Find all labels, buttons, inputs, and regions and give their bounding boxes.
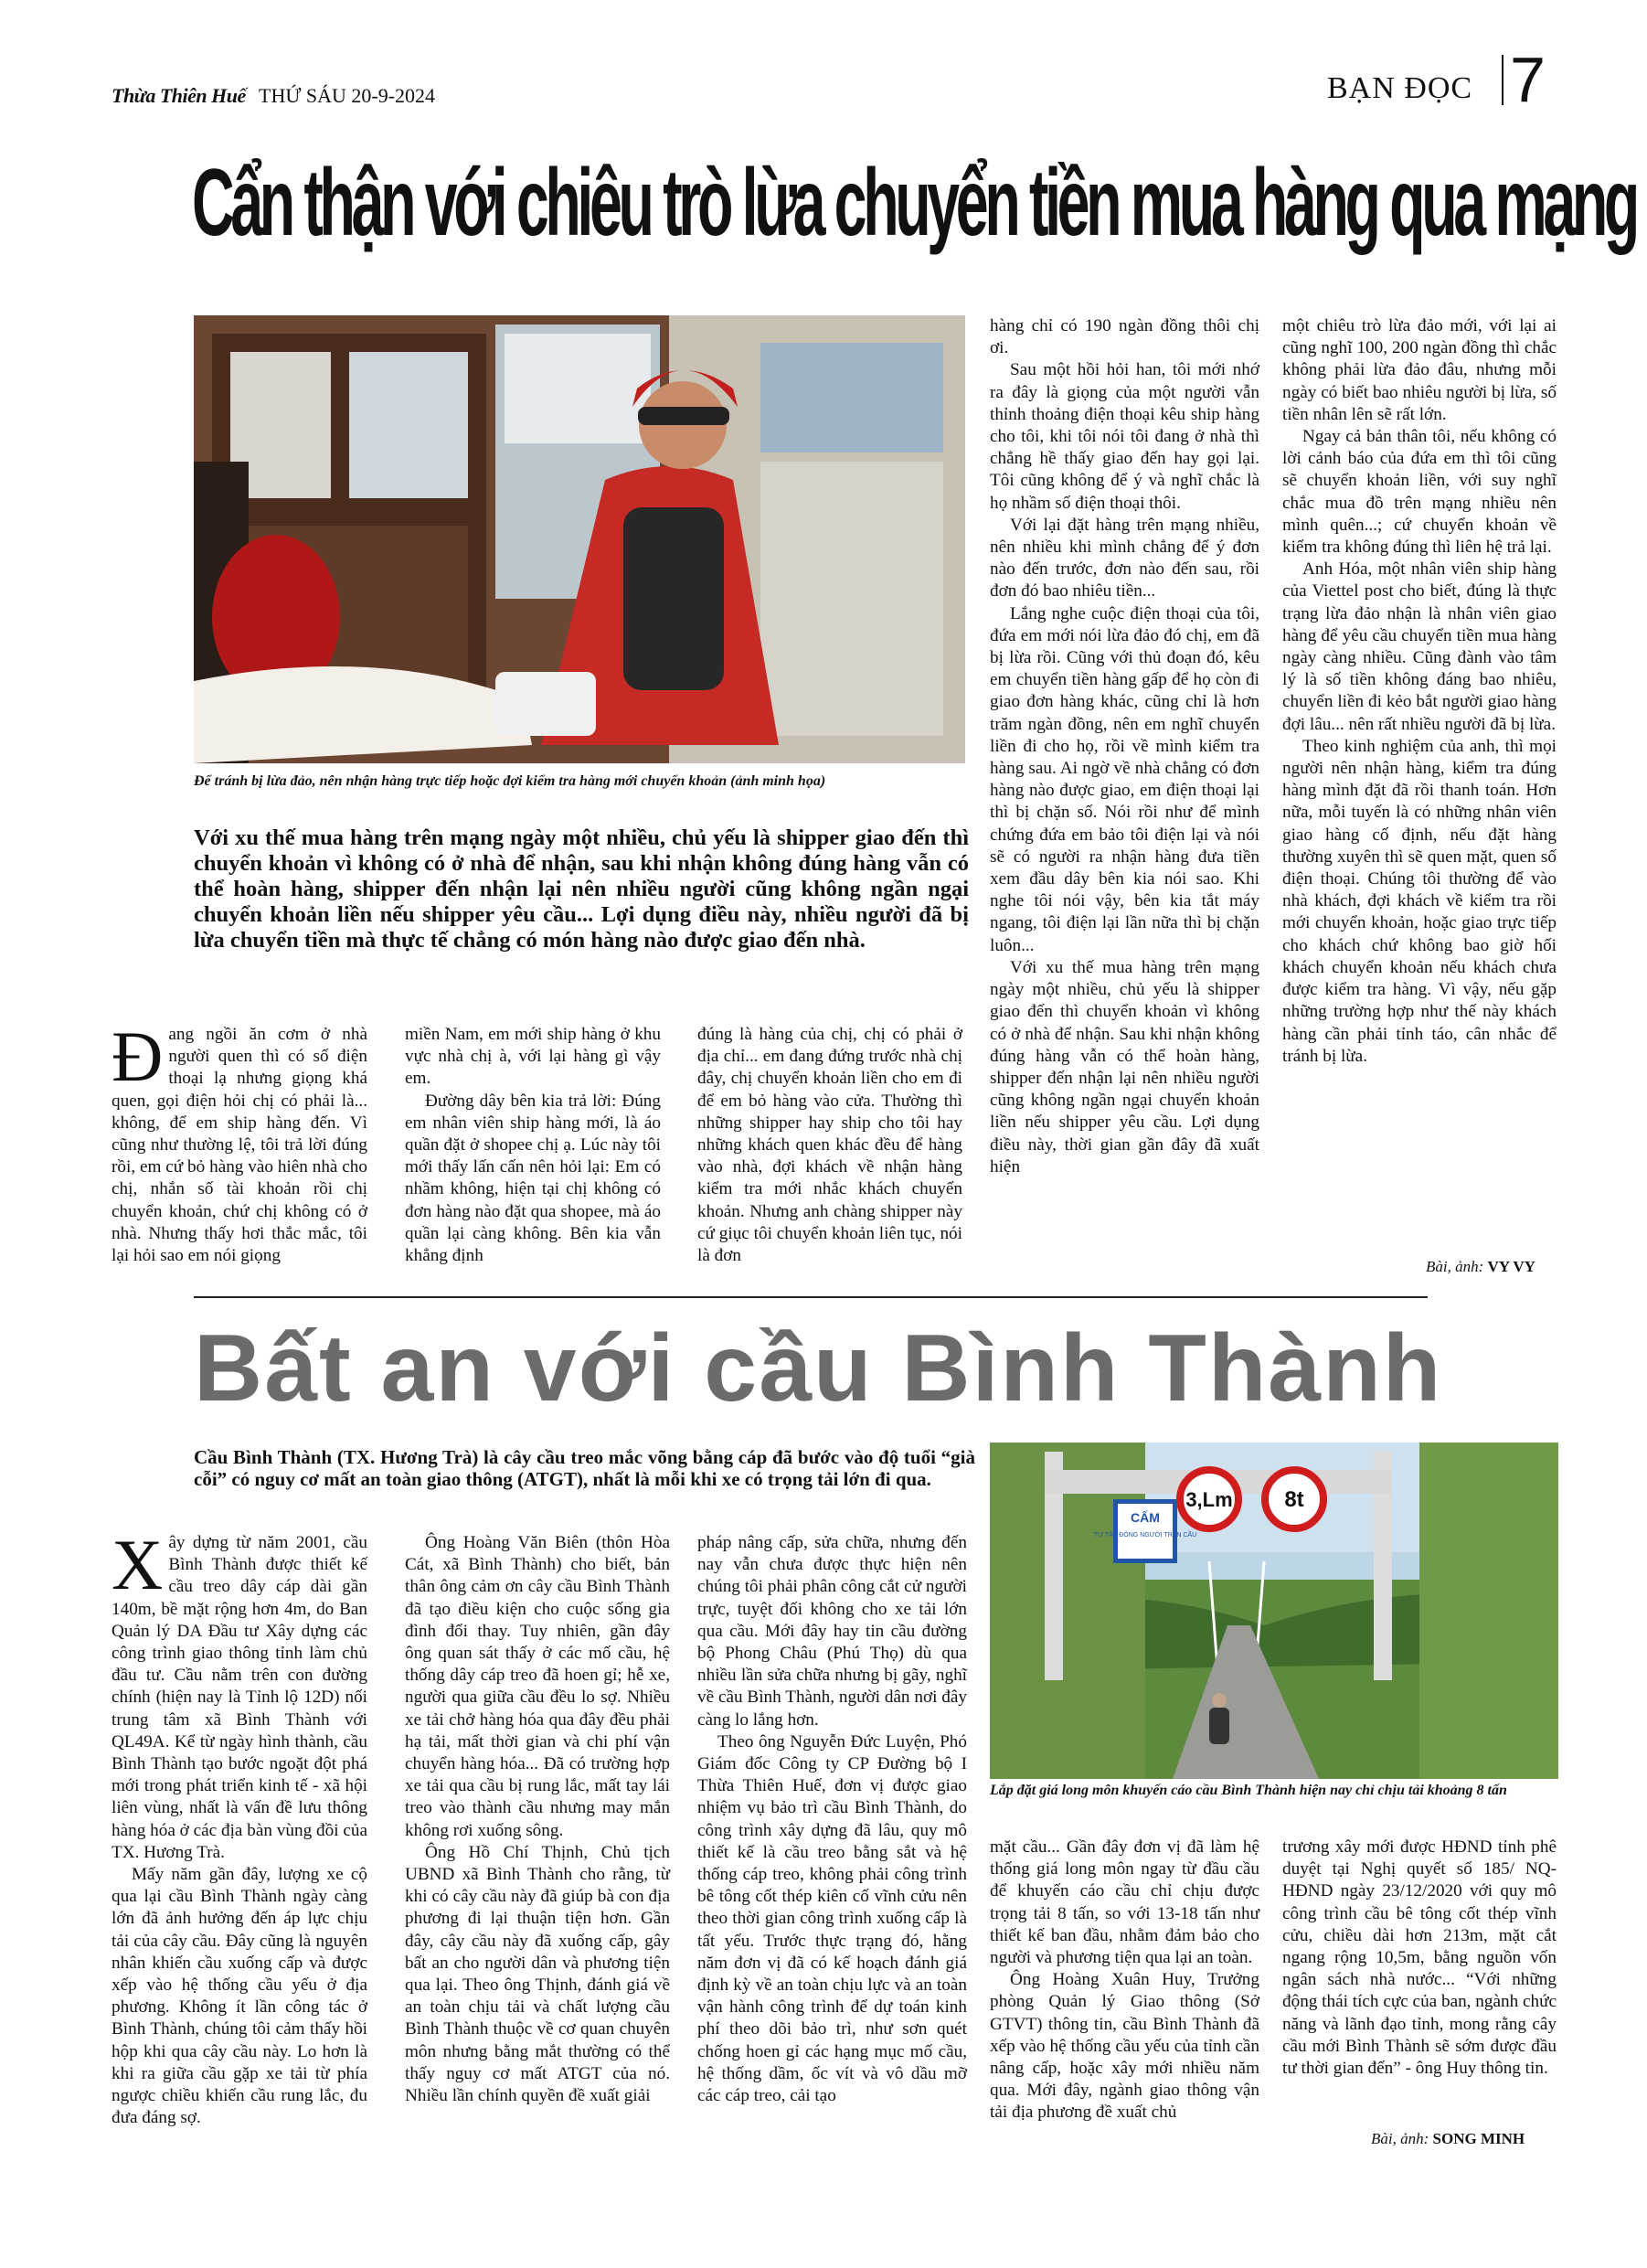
sign-cam-subtext: TỰ TẬP ĐÔNG NGƯỜI TRÊN CẦU xyxy=(1093,1532,1197,1539)
byline-author: VY VY xyxy=(1487,1258,1535,1275)
article2-byline xyxy=(1371,2130,1525,2148)
article1-paragraph: ang ngồi ăn cơm ở nhà người quen thì có số điện thoại lạ nhưng giọng khá quen, gọi điện hỏi chị có phải là... không, để em ship hàng đến. Vì cũng như thường lệ, tôi trả lời đúng rồi, em cứ bỏ hàng vào hiên nhà cho chị, nhắn số tài khoản rồi chị chuyển khoản, chứ chị không có ở nhà. Nhưng thấy hơi thắc mắc, tôi lại hỏi sao em nói giọng xyxy=(112,1025,367,1266)
article1-column-3 xyxy=(697,1024,962,1267)
article1-title: Cẩn thận với chiêu trò lừa chuyển tiền mua hàng qua mạng xyxy=(192,150,1636,256)
article1-paragraph: Ngay cả bản thân tôi, nếu không có lời cảnh báo của đứa em thì tôi cũng sẽ chuyển khoản liền, với suy nghĩ chắc mua đồ trên mạng nhiều nên mình quên...; cứ chuyển khoản về kiểm tra không đúng thì liên hệ trả lại. xyxy=(1282,427,1557,558)
article2-column-1 xyxy=(112,1525,367,2129)
article-divider xyxy=(194,1296,1428,1298)
shipper-photo-illustration xyxy=(194,315,965,763)
bridge-photo-illustration xyxy=(990,1443,1558,1779)
article1-paragraph: đúng là hàng của chị, chị có phải ở địa chỉ... em đang đứng trước nhà chị đây, chị chuyển khoản liền cho em đi để em bỏ hàng vào cửa. Thường thì những shipper hay ship cho tôi hay những khách quen khác đều để hàng vào nhà, đợi khách về nhận hàng kiểm tra mới nhắc khách chuyển khoản. Nhưng anh chàng shipper này cứ giục tôi chuyển khoản liên tục, nói là đơn xyxy=(697,1025,962,1266)
article1-paragraph: Anh Hóa, một nhân viên ship hàng của Viettel post cho biết, đúng là thực trạng lừa đảo nhận là nhân viên giao hàng để yêu cầu chuyển tiền mua hàng ngày càng nhiều. Cũng đành vào tâm lý là số tiền không đáng bao nhiêu, chuyển liền đi kẻo bắt người giao hàng đợi lâu... nên rất nhiều người đã bị lừa. xyxy=(1282,559,1557,734)
article1-column-4 xyxy=(990,315,1259,1178)
article2-paragraph: Mấy năm gần đây, lượng xe cộ qua lại cầu Bình Thành ngày càng lớn đã ảnh hưởng đến áp lực chịu tải của cây cầu. Đây cũng là nguyên nhân khiến cầu xuống cấp và được xếp vào hệ thống cầu yếu ở địa phương. Không ít lần công tác ở Bình Thành, chúng tôi cảm thấy hồi hộp khi qua cây cầu này. Lo hơn là khi ra giữa cầu gặp xe tải từ phía ngược chiều khiến cầu rung lắc, đu đưa đáng sợ. xyxy=(112,1865,367,2128)
article1-paragraph: hàng chỉ có 190 ngàn đồng thôi chị ơi. xyxy=(990,316,1259,358)
article1-photo-caption: Để tránh bị lừa đảo, nên nhận hàng trực tiếp hoặc đợi kiểm tra hàng mới chuyển khoản (ảnh minh họa) xyxy=(194,773,826,789)
article2-paragraph: Ông Hoàng Xuân Huy, Trưởng phòng Quản lý Giao thông (Sở GTVT) thông tin, cầu Bình Thành đã xếp vào hệ thống cầu yếu của tỉnh cần nâng cấp, hoặc xây mới nhiều năm qua. Mới đây, ngành giao thông vận tải địa phương đề xuất chủ xyxy=(990,1970,1259,2123)
article2-paragraph: trương xây mới được HĐND tỉnh phê duyệt tại Nghị quyết số 185/ NQ-HĐND ngày 23/12/2020 với quy mô công trình cầu bê tông cốt thép vĩnh cửu, chiều dài hơn 213m, mặt cắt ngang rộng 10,5m, bằng nguồn vốn ngân sách nhà nước... “Với những động thái tích cực của ban, ngành chức năng và lãnh đạo tỉnh, mong rằng cây cầu mới Bình Thành sẽ sớm được đầu tư thời gian đến” - ông Huy thông tin. xyxy=(1282,1837,1557,2079)
article1-dropcap: Đ xyxy=(112,1017,164,1096)
article1-byline xyxy=(1426,1258,1535,1276)
article2-photo xyxy=(990,1443,1558,1779)
sign-cam-text: CẤM xyxy=(1131,1510,1160,1525)
article2-paragraph: pháp nâng cấp, sửa chữa, nhưng đến nay vẫn chưa được thực hiện nên chúng tôi phải phân công cắt cử người trực, tuyệt đối không cho xe tải lớn qua cầu. Mới đây hay tin cầu đường bộ Phong Châu (Phú Thọ) dù qua nhiều lần sửa chữa nhưng bị gãy, nghĩ về cầu Bình Thành, người dân nơi đây càng lo lắng hơn. xyxy=(697,1533,967,1730)
article1-column-1 xyxy=(112,1017,367,1267)
article2-column-4 xyxy=(990,1837,1259,2124)
article1-column-5 xyxy=(1282,315,1557,1068)
article2-dropcap: X xyxy=(112,1525,164,1604)
article1-paragraph: Với xu thế mua hàng trên mạng ngày một nhiều, chủ yếu là shipper giao đến thì chuyển khoản vì không có ở nhà để nhận. Sau khi nhận không đúng hàng vẫn có thể hoàn hàng, shipper đến nhận lại nên nhiều người cũng không ngần ngại chuyển khoản liền nếu shipper yêu cầu. Lợi dụng điều này, thời gian gần đây đã xuất hiện xyxy=(990,957,1259,1177)
byline-author: SONG MINH xyxy=(1432,2130,1525,2147)
header-divider xyxy=(1502,55,1504,105)
byline-label: Bài, ảnh: xyxy=(1426,1258,1484,1275)
article1-paragraph: Đường dây bên kia trả lời: Đúng em nhân viên ship hàng mới, là áo quần đặt ở shopee chị ạ. Lúc này tôi mới thấy lấn cấn nên hỏi lại: Em có nhầm không, hiện tại chị không có đơn hàng nào đặt qua shopee, mà áo quần lại càng không. Bên kia vẫn khẳng định xyxy=(405,1091,661,1266)
section-name: BẠN ĐỌC xyxy=(1327,71,1473,105)
article2-column-3 xyxy=(697,1532,967,2107)
article1-paragraph: miền Nam, em mới ship hàng ở khu vực nhà chị à, với lại hàng gì vậy em. xyxy=(405,1025,661,1089)
paper-name: Thừa Thiên Huế xyxy=(112,84,246,107)
sign-height-text: 3,Lm xyxy=(1185,1488,1233,1511)
article1-paragraph: Lắng nghe cuộc điện thoại của tôi, đứa em mới nói lừa đảo đó chị, em đã bị lừa rồi. Cũng với thủ đoạn đó, kêu em chuyển tiền hàng gấp để họ còn đi giao đơn hàng khác, cũng chỉ là hơn trăm ngàn đồng, nên em nghĩ chuyển liền đi cho họ, rồi về mình kiểm tra hàng sau. Ai ngờ về nhà chẳng có đơn hàng nào được giao, em điện thoại lại thì bị chặn số. Nói rồi như để mình chứng đứa em bảo tôi điện lại và nói sẽ có người ra nhận hàng đưa tiền xem đầu dây bên kia nói sao. Khi nghe tôi nói vậy, bên kia tắt máy ngang, tôi điện lại lần nữa thì bị chặn luôn... xyxy=(990,603,1259,955)
issue-date: THỨ SÁU 20-9-2024 xyxy=(259,84,436,107)
article1-paragraph: một chiêu trò lừa đảo mới, với lại ai cũng nghĩ 100, 200 ngàn đồng thì chắc không phải lừa đảo đâu, nhưng mỗi ngày có biết bao nhiêu người bị lừa, số tiền nhân lên sẽ rất lớn. xyxy=(1282,316,1557,424)
article2-paragraph: ây dựng từ năm 2001, cầu Bình Thành được thiết kế cầu treo dây cáp dài gần 140m, bề mặt rộng hơn 4m, do Ban Quản lý DA Đầu tư Xây dựng các công trình giao thông tỉnh làm chủ đầu tư. Cầu nằm trên con đường chính (hiện nay là Tỉnh lộ 12D) nối trung tâm xã Bình Thành với QL49A. Kể từ ngày hình thành, cầu Bình Thành tạo bước ngoặt đột phá mới trong phát triển kinh tế - xã hội liên vùng, nhất là vấn đề lưu thông hàng hóa ở các địa bàn vùng đồi của TX. Hương Trà. xyxy=(112,1533,367,1862)
article2-column-5 xyxy=(1282,1837,1557,2080)
article1-paragraph: Với lại đặt hàng trên mạng nhiều, nên nhiều khi mình chẳng để ý đơn nào đến trước, đơn nào đến sau, rồi đơn đó bao nhiêu tiền... xyxy=(990,515,1259,602)
article1-photo xyxy=(194,315,965,763)
byline-label: Bài, ảnh: xyxy=(1371,2130,1429,2147)
article2-paragraph: Ông Hoàng Văn Biên (thôn Hòa Cát, xã Bình Thành) cho biết, bản thân ông cảm ơn cây cầu Bình Thành đã tạo điều kiện cho cuộc sống gia đình đổi thay. Tuy nhiên, gần đây ông quan sát thấy ở các mố cầu, hệ thống dây cáp treo đã hoen gỉ; hễ xe, người qua giữa cầu đều lo sợ. Nhiều xe tải chở hàng hóa qua đây đều phải hạ tải, mất thời gian và chi phí vận chuyển hàng hóa... Đã có trường hợp xe tải qua cầu bị rung lắc, mất tay lái treo vào thành cầu nhưng may mắn không rơi xuống sông. xyxy=(405,1533,670,1840)
article2-paragraph: Theo ông Nguyễn Đức Luyện, Phó Giám đốc Công ty CP Đường bộ I Thừa Thiên Huế, đơn vị được giao nhiệm vụ bảo trì cầu Bình Thành, do công trình xây dựng đã lâu, quy mô thiết kế là cầu treo bằng sắt và hệ thống cáp treo, không phải công trình bê tông cốt thép kiên cố vĩnh cửu nên theo thời gian công trình xuống cấp là tất yếu. Trước thực trạng đó, hằng năm đơn vị đã có kế hoạch đánh giá định kỳ về an toàn chịu lực và an toàn vận hành công trình để dự toán kinh phí theo dõi bảo trì, như sơn quét chống hoen gỉ các hạng mục mố cầu, hệ thống dầm, ốc vít và vô dầu mỡ các cáp treo, cải tạo xyxy=(697,1731,967,2106)
article1-paragraph: Sau một hồi hỏi han, tôi mới nhớ ra đây là giọng của một người vẫn thỉnh thoảng điện thoại kêu ship hàng cho tôi, khi tôi nói tôi đang ở nhà thì chẳng hề thấy giao đến hay gọi lại. Tôi cũng không để ý và nghĩ chắc là họ nhầm số điện thoại thôi. xyxy=(990,360,1259,513)
page-number: 7 xyxy=(1510,44,1546,115)
article1-column-2 xyxy=(405,1024,661,1267)
article2-column-2 xyxy=(405,1532,670,2107)
article2-title: Bất an với cầu Bình Thành xyxy=(194,1315,1443,1421)
article1-lead: Với xu thế mua hàng trên mạng ngày một nhiều, chủ yếu là shipper giao đến thì chuyển khoản vì không có ở nhà để nhận, sau khi nhận không đúng hàng vẫn có thể hoàn hàng, shipper đến nhận lại nên nhiều người cũng không ngần ngại chuyển khoản liền nếu shipper yêu cầu... Lợi dụng điều này, nhiều người đã bị lừa chuyển tiền mà thực tế chẳng có món hàng nào được giao đến nhà. xyxy=(194,825,969,953)
article2-paragraph: mặt cầu... Gần đây đơn vị đã làm hệ thống giá long môn ngay từ đầu cầu để khuyến cáo cầu chỉ chịu được trọng tải 8 tấn, so với 13-18 tấn như thiết kế ban đầu, nhằm đảm bảo cho người và phương tiện qua lại an toàn. xyxy=(990,1837,1259,1968)
article2-photo-caption: Lắp đặt giá long môn khuyến cáo cầu Bình Thành hiện nay chỉ chịu tải khoảng 8 tấn xyxy=(990,1783,1507,1798)
article1-paragraph: Theo kinh nghiệm của anh, thì mọi người nên nhận hàng, kiểm tra đúng hàng mình đặt đã rồi thanh toán. Hơn nữa, mỗi tuyến là có những nhân viên giao hàng cố định, nếu đặt hàng thường xuyên thì sẽ quen mặt, quen số điện thoại. Chúng tôi thường để vào nhà khách, đợi khách về kiểm tra rồi mới chuyển khoản, hoặc giao trực tiếp cho khách chứ không bao giờ hối khách chuyển khoản nếu khách chưa được kiểm tra hàng. Vì vậy, nếu gặp những trường hợp như thế này khách hàng cần phải tỉnh táo, cân nhắc để tránh bị lừa. xyxy=(1282,736,1557,1066)
sign-weight-text: 8t xyxy=(1284,1487,1304,1512)
article2-paragraph: Ông Hồ Chí Thịnh, Chủ tịch UBND xã Bình Thành cho rằng, từ khi có cây cầu này đã giúp bà con địa phương đi lại thuận tiện hơn. Gần đây, cây cầu này đã xuống cấp, gây bất an cho người dân và phương tiện qua lại. Theo ông Thịnh, đánh giá về an toàn chịu tải và chất lượng cầu Bình Thành thuộc về cơ quan chuyên môn nhưng bằng mắt thường có thể thấy nguy cơ mất ATGT của nó. Nhiều lần chính quyền đề xuất giải xyxy=(405,1842,670,2106)
article2-lead: Cầu Bình Thành (TX. Hương Trà) là cây cầu treo mắc võng bằng cáp đã bước vào độ tuổi “già cỗi” có nguy cơ mất an toàn giao thông (ATGT), nhất là mỗi khi xe có trọng tải lớn đi qua. xyxy=(194,1446,975,1490)
